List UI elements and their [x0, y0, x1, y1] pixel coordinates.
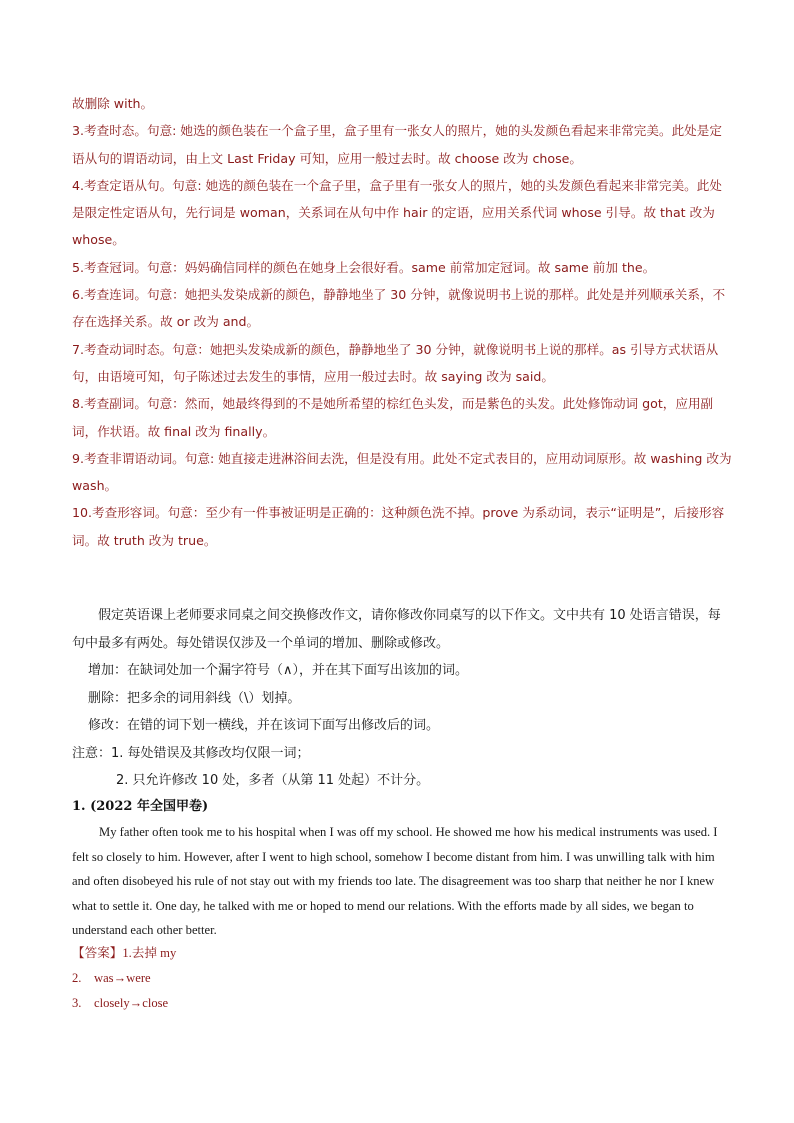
answer-item-3 — [72, 991, 472, 1016]
answer-number: 3. — [72, 996, 82, 1010]
explanation-item-5: 5.考查冠词。句意：妈妈确信同样的颜色在她身上会很好看。same 前常加定冠词。故 same 前加 the。 — [72, 259, 656, 275]
answer-explanations — [72, 90, 732, 554]
instructions-note-2: 2. 只允许修改 10 处，多者（从第 11 处起）不计分。 — [116, 773, 430, 788]
instructions-modify: 修改：在错的词下划一横线，并在该词下面写出修改后的词。 — [88, 718, 440, 733]
essay-text: My father often took me to his hospital when I was off my school. He showed me how his medical instruments was used. I felt so closely to him. However, after I went to high school, somehow I become distant from him. I was unwilling talk with him and often disobeyed his rule of not stay out with my friends too late. The disagreement was too sharp that neither he nor I knew what to settle it. One day, he talked with me or hoped to mend our relations. With the efforts made by all sides, we began to understand each other better. — [72, 825, 718, 937]
answer-number: 2. — [72, 971, 82, 985]
answer-item-1 — [72, 941, 472, 966]
essay-passage — [72, 820, 724, 943]
explanation-item-7: 7.考查动词时态。句意：她把头发染成新的颜色，静静地坐了 30 分钟，就像说明书上说的那样。as 引导方式状语从句，由语境可知，句子陈述过去发生的事情，应用一般过去时。故 saying 改为 said。 — [72, 341, 719, 384]
explanation-item-9: 9.考查非谓语动词。句意: 她直接走进淋浴间去洗，但是没有用。此处不定式表目的，应用动词原形。故 washing 改为 wash。 — [72, 450, 732, 494]
explanation-item-6: 6.考查连词。句意：她把头发染成新的颜色，静静地坐了 30 分钟，就像说明书上说的那样。此处是并列顺承关系，不存在选择关系。故 or 改为 and。 — [72, 287, 726, 330]
answer-item-2 — [72, 966, 472, 991]
task-instructions — [72, 602, 732, 795]
explanation-line: 故删除 with。 — [72, 96, 154, 111]
answer-text: 1.去掉 my — [122, 946, 177, 960]
explanation-item-10: 10.考查形容词。句意：至少有一件事被证明是正确的：这种颜色洗不掉。prove 为系动词，表示“证明是”，后接形容词。故 truth 改为 true。 — [72, 505, 725, 548]
answer-text: was→were — [94, 971, 151, 985]
answer-text: closely→close — [94, 996, 169, 1010]
instructions-delete: 删除：把多余的词用斜线（\）划掉。 — [88, 690, 301, 706]
explanation-item-3: 3.考查时态。句意: 她选的颜色装在一个盒子里，盒子里有一张女人的照片，她的头发颜色看起来非常完美。此处是定语从句的谓语动词，由上文 Last Friday 可知，应用一般过去时。故 choose 改为 chose。 — [72, 123, 722, 166]
explanation-item-4: 4.考查定语从句。句意: 她选的颜色装在一个盒子里，盒子里有一张女人的照片，她的头发颜色看起来非常完美。此处是限定性定语从句，先行词是 woman，关系词在从句中作 hair 的定语，应用关系代词 whose 引导。故 that 改为 whose。 — [72, 177, 722, 248]
answer-list — [72, 941, 472, 1016]
instructions-note-1: 注意：1. 每处错误及其修改均仅限一词； — [72, 745, 310, 761]
answer-label: 【答案】 — [72, 946, 123, 960]
instructions-intro: 假定英语课上老师要求同桌之间交换修改作文，请你修改你同桌写的以下作文。文中共有 10 处语言错误，每句中最多有两处。每处错误仅涉及一个单词的增加、删除或修改。 — [72, 608, 721, 651]
explanation-item-8: 8.考查副词。句意：然而，她最终得到的不是她所希望的棕红色头发，而是紫色的头发。此处修饰动词 got，应用副词，作状语。故 final 改为 finally。 — [72, 396, 714, 439]
question-heading: 1. (2022 年全国甲卷) — [72, 799, 209, 814]
instructions-add: 增加：在缺词处加一个漏字符号（∧），并在其下面写出该加的词。 — [88, 663, 469, 678]
